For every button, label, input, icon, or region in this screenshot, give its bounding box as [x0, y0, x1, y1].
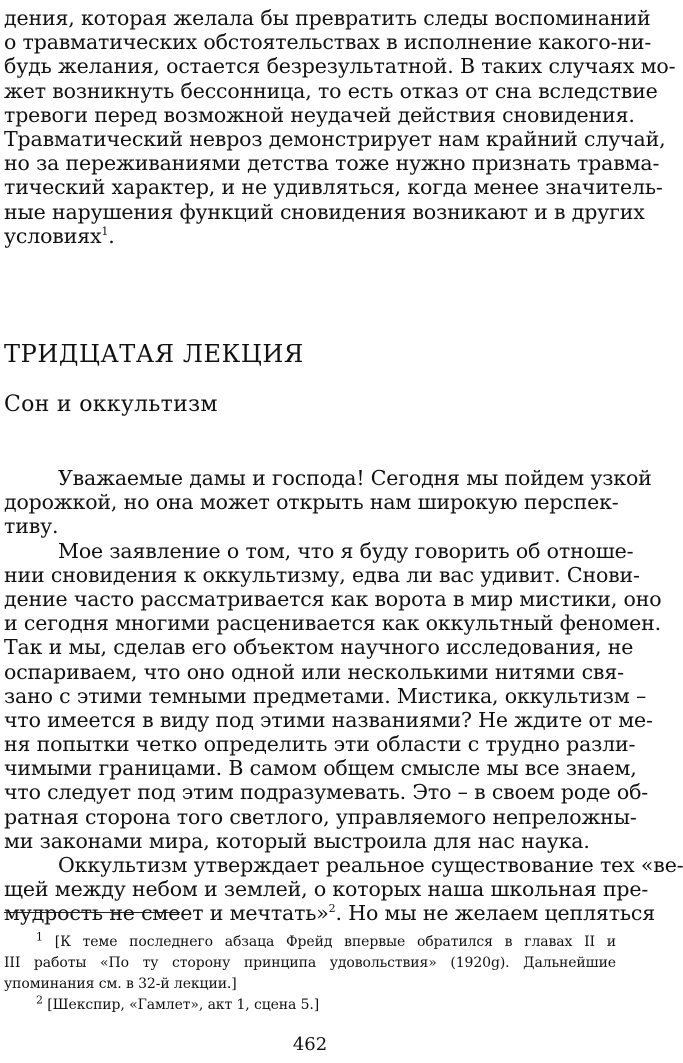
text-line-last [4, 224, 616, 248]
text-line: ми законами мира, который выстроила для нас наука. [4, 828, 590, 853]
text-line: что следует под этим подразумевать. Это – в своем роде об- [4, 780, 649, 805]
text-line: ратная сторона того светлого, управляемого непреложны- [4, 804, 637, 829]
text-line: будь желания, остается безрезультатной. В таких случаях мо- [4, 54, 676, 79]
text-line: о травматических обстоятельствах в исполнение какого-ни- [4, 30, 652, 55]
page-number: 462 [292, 1034, 328, 1055]
text-line: тревоги перед возможной неудачей действия сновидения. [4, 102, 635, 127]
chapter-title: ТРИДЦАТАЯ ЛЕКЦИЯ [4, 340, 304, 368]
chapter-subtitle: Сон и оккультизм [4, 392, 218, 417]
text-line: ня попытки четко определить эти области с трудно разли- [4, 732, 636, 757]
text-fragment: мудрость не смеет и мечтать» [4, 901, 329, 926]
text-line: чимыми границами. В самом общем смысле мы все знаем, [4, 756, 637, 781]
text-line: и сегодня многими расценивается как оккультный феномен. [4, 611, 661, 636]
text-line: Травматический невроз демонстрирует нам крайний случай, [4, 126, 666, 151]
text-line: дение часто рассматривается как ворота в мир мистики, оно [4, 586, 662, 611]
text-line: Так и мы, сделав его объектом научного исследования, не [4, 635, 634, 660]
footnote-mark: 2 [36, 993, 43, 1007]
text-fragment: [Шекспир, «Гамлет», акт 1, сцена 5.] [47, 997, 320, 1013]
text-line: дения, которая желала бы превратить следы воспоминаний [4, 6, 651, 30]
footnote-line: III работы «По ту сторону принципа удовольствия» (1920g). Дальнейшие [4, 955, 616, 971]
footnote-2 [4, 995, 616, 1016]
text-line: щей между небом и землей, о которых наша школьная пре- [4, 877, 649, 902]
footnote-separator [4, 912, 180, 913]
text-fragment: . [108, 223, 115, 248]
text-line: Уважаемые дамы и господа! Сегодня мы пойдем узкой [58, 466, 652, 490]
lecture-body [4, 466, 683, 926]
text-line: тический характер, и не удивляться, когда менее значитель- [4, 175, 663, 200]
top-paragraph [4, 6, 676, 248]
text-fragment: условиях [4, 223, 102, 248]
text-line: зано с этими темными предметами. Мистика, оккультизм – [4, 683, 647, 708]
footnote-mark: 1 [36, 930, 43, 944]
text-line: Оккультизм утверждает реальное существование тех «ве- [58, 853, 683, 877]
text-line: что имеется в виду под этими названиями? Не ждите от ме- [4, 707, 653, 732]
text-line: тиву. [4, 514, 59, 539]
footnote-line [4, 995, 616, 1016]
text-fragment: . Но мы не желаем цепляться [335, 901, 656, 926]
footnote-line [4, 932, 616, 953]
footnote-reference: 1 [101, 224, 109, 238]
text-fragment: [К теме последнего абзаца Фрейд впервые обратился в главах II и [54, 934, 616, 950]
text-line: дорожкой, но она может открыть нам широкую перспек- [4, 490, 619, 515]
text-line: но за переживаниями детства тоже нужно признать травма- [4, 151, 660, 176]
text-line: нии сновидения к оккультизму, едва ли вас удивит. Снови- [4, 562, 640, 587]
text-line: ные нарушения функций сновидения возникают и в других [4, 199, 645, 224]
text-line: оспариваем, что оно одной или несколькими нитями свя- [4, 659, 624, 684]
footnote-reference: 2 [328, 902, 336, 916]
footnote-1 [4, 932, 616, 995]
text-line: жет возникнуть бессонница, то есть отказ от сна вследствие [4, 78, 658, 103]
text-line [4, 901, 656, 926]
footnote-line: упоминания см. в 32-й лекции.] [4, 976, 237, 992]
text-line: Мое заявление о том, что я буду говорить об отноше- [58, 538, 634, 563]
